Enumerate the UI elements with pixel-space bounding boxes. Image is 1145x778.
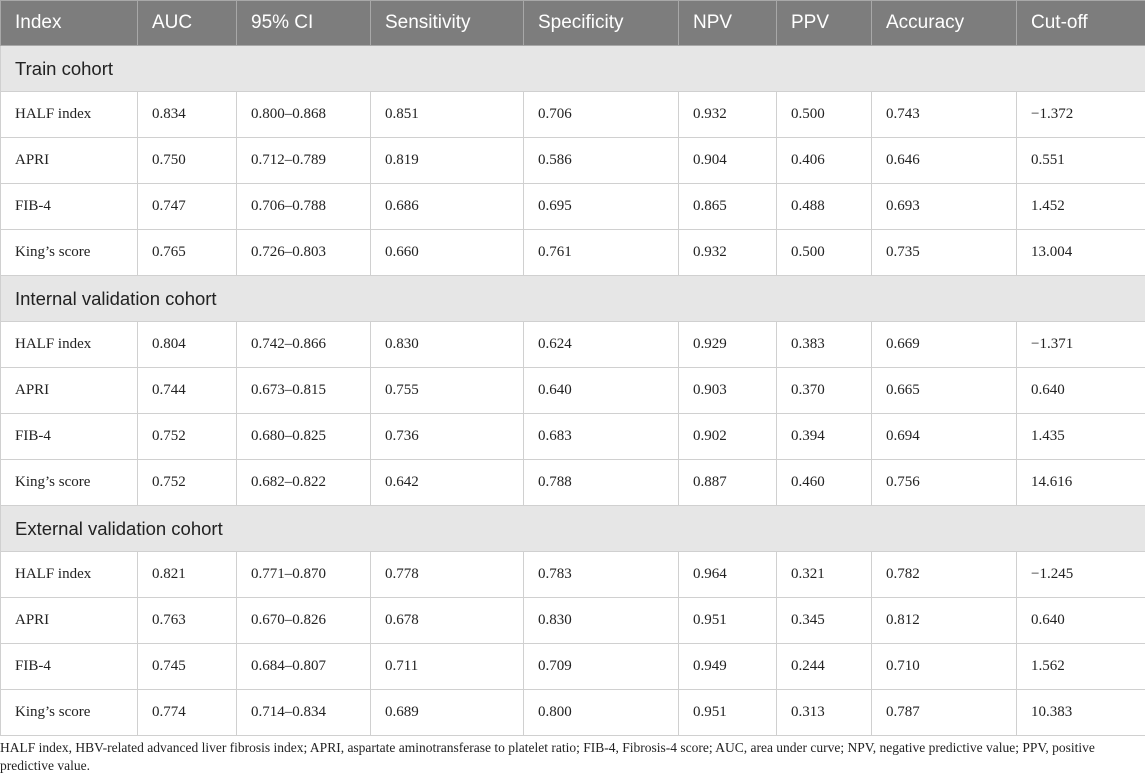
table-cell: 0.747 [138, 184, 237, 230]
table-cell: 0.932 [679, 230, 777, 276]
table-cell: 0.712–0.789 [237, 138, 371, 184]
table-cell: 0.551 [1017, 138, 1145, 184]
table-cell: 0.763 [138, 598, 237, 644]
table-cell: 0.678 [371, 598, 524, 644]
table-cell: 0.321 [777, 552, 872, 598]
header-specificity: Specificity [524, 1, 679, 46]
table-cell: 0.755 [371, 368, 524, 414]
table-cell: 0.782 [872, 552, 1017, 598]
table-row [1, 230, 1145, 276]
table-cell: 1.562 [1017, 644, 1145, 690]
table-cell: 0.394 [777, 414, 872, 460]
table-cell: −1.371 [1017, 322, 1145, 368]
table-cell: 0.706 [524, 92, 679, 138]
header-npv: NPV [679, 1, 777, 46]
table-row [1, 322, 1145, 368]
table-cell: 0.710 [872, 644, 1017, 690]
table-cell: 0.830 [371, 322, 524, 368]
table-cell: 0.714–0.834 [237, 690, 371, 736]
table-cell: 0.788 [524, 460, 679, 506]
table-cell: 0.383 [777, 322, 872, 368]
table-cell: 0.624 [524, 322, 679, 368]
table-cell: HALF index [1, 322, 138, 368]
table-cell: 0.819 [371, 138, 524, 184]
table-cell: 0.726–0.803 [237, 230, 371, 276]
table-cell: 0.742–0.866 [237, 322, 371, 368]
table-cell: −1.245 [1017, 552, 1145, 598]
section-row [1, 506, 1145, 552]
table-cell: 0.706–0.788 [237, 184, 371, 230]
table-cell: 10.383 [1017, 690, 1145, 736]
table-cell: 0.736 [371, 414, 524, 460]
table-row [1, 184, 1145, 230]
table-cell: 0.902 [679, 414, 777, 460]
table-cell: 0.735 [872, 230, 1017, 276]
table-cell: 0.673–0.815 [237, 368, 371, 414]
table-cell: 0.750 [138, 138, 237, 184]
table-cell: 0.851 [371, 92, 524, 138]
table-row [1, 460, 1145, 506]
table-cell: 0.586 [524, 138, 679, 184]
table-row [1, 598, 1145, 644]
table-cell: 0.800–0.868 [237, 92, 371, 138]
table-cell: 14.616 [1017, 460, 1145, 506]
table-cell: 13.004 [1017, 230, 1145, 276]
table-cell: 0.660 [371, 230, 524, 276]
table-cell: 0.694 [872, 414, 1017, 460]
table-row [1, 644, 1145, 690]
table-cell: 0.711 [371, 644, 524, 690]
table-cell: 0.682–0.822 [237, 460, 371, 506]
table-cell: 0.932 [679, 92, 777, 138]
table-cell: 0.689 [371, 690, 524, 736]
header-row [1, 1, 1145, 46]
table-cell: 0.834 [138, 92, 237, 138]
table-cell: 0.669 [872, 322, 1017, 368]
table-cell: FIB-4 [1, 644, 138, 690]
section-row [1, 276, 1145, 322]
table-cell: 0.778 [371, 552, 524, 598]
table-cell: 0.812 [872, 598, 1017, 644]
table-cell: 0.743 [872, 92, 1017, 138]
table-cell: 0.804 [138, 322, 237, 368]
table-cell: 0.665 [872, 368, 1017, 414]
header-index: Index [1, 1, 138, 46]
table-cell: 0.406 [777, 138, 872, 184]
table-cell: 0.345 [777, 598, 872, 644]
table-cell: 0.904 [679, 138, 777, 184]
table-cell: 0.752 [138, 414, 237, 460]
table-cell: 0.640 [524, 368, 679, 414]
table-cell: 0.646 [872, 138, 1017, 184]
table-cell: 0.244 [777, 644, 872, 690]
table-cell: King’s score [1, 460, 138, 506]
table-row [1, 368, 1145, 414]
table-row [1, 552, 1145, 598]
table-cell: 0.964 [679, 552, 777, 598]
table-cell: 0.670–0.826 [237, 598, 371, 644]
table-cell: 0.752 [138, 460, 237, 506]
table-cell: 0.865 [679, 184, 777, 230]
table-cell: HALF index [1, 552, 138, 598]
table-cell: FIB-4 [1, 184, 138, 230]
table-cell: 0.640 [1017, 598, 1145, 644]
table-cell: 0.640 [1017, 368, 1145, 414]
table-cell: 0.756 [872, 460, 1017, 506]
table-footnote: HALF index, HBV-related advanced liver fibrosis index; APRI, aspartate aminotransferase to platelet ratio; FIB-4, Fibrosis-4 score; AUC, area under curve; NPV, negative predictive value; PPV, positive predictive value. [0, 740, 1095, 773]
table-cell: 0.787 [872, 690, 1017, 736]
table-cell: 0.783 [524, 552, 679, 598]
table-cell: King’s score [1, 690, 138, 736]
table-cell: 0.684–0.807 [237, 644, 371, 690]
table-cell: 0.771–0.870 [237, 552, 371, 598]
table-cell: 0.488 [777, 184, 872, 230]
table-cell: 0.830 [524, 598, 679, 644]
table-cell: 0.761 [524, 230, 679, 276]
header-ppv: PPV [777, 1, 872, 46]
section-title: Train cohort [1, 46, 1145, 92]
table-row [1, 138, 1145, 184]
header-auc: AUC [138, 1, 237, 46]
table-cell: 0.460 [777, 460, 872, 506]
table-cell: 0.695 [524, 184, 679, 230]
table-cell: 0.800 [524, 690, 679, 736]
section-row [1, 46, 1145, 92]
table-cell: APRI [1, 598, 138, 644]
table-cell: 0.951 [679, 690, 777, 736]
table-row [1, 92, 1145, 138]
table-cell: 0.903 [679, 368, 777, 414]
table-cell: 0.686 [371, 184, 524, 230]
table-header [1, 1, 1145, 46]
table-cell: 0.887 [679, 460, 777, 506]
table-cell: 0.821 [138, 552, 237, 598]
header-cutoff: Cut-off [1017, 1, 1145, 46]
table-cell: FIB-4 [1, 414, 138, 460]
table-cell: 0.949 [679, 644, 777, 690]
table-row [1, 414, 1145, 460]
table-cell: 0.642 [371, 460, 524, 506]
header-accuracy: Accuracy [872, 1, 1017, 46]
header-ci: 95% CI [237, 1, 371, 46]
table-cell: 0.313 [777, 690, 872, 736]
table-cell: 0.500 [777, 230, 872, 276]
section-title: External validation cohort [1, 506, 1145, 552]
table-cell: King’s score [1, 230, 138, 276]
table-cell: 0.745 [138, 644, 237, 690]
table-cell: 0.693 [872, 184, 1017, 230]
header-sensitivity: Sensitivity [371, 1, 524, 46]
section-title: Internal validation cohort [1, 276, 1145, 322]
table-body [1, 46, 1145, 736]
table-cell: APRI [1, 138, 138, 184]
table-row [1, 690, 1145, 736]
table-cell: 0.709 [524, 644, 679, 690]
table-cell: 0.774 [138, 690, 237, 736]
table-cell: 0.765 [138, 230, 237, 276]
table-cell: 0.680–0.825 [237, 414, 371, 460]
table-cell: 0.929 [679, 322, 777, 368]
table-cell: 0.744 [138, 368, 237, 414]
table-cell: −1.372 [1017, 92, 1145, 138]
table-cell: 0.683 [524, 414, 679, 460]
table-cell: APRI [1, 368, 138, 414]
table-cell: HALF index [1, 92, 138, 138]
table-cell: 1.452 [1017, 184, 1145, 230]
table-cell: 0.370 [777, 368, 872, 414]
table-cell: 0.951 [679, 598, 777, 644]
table-cell: 1.435 [1017, 414, 1145, 460]
table-cell: 0.500 [777, 92, 872, 138]
